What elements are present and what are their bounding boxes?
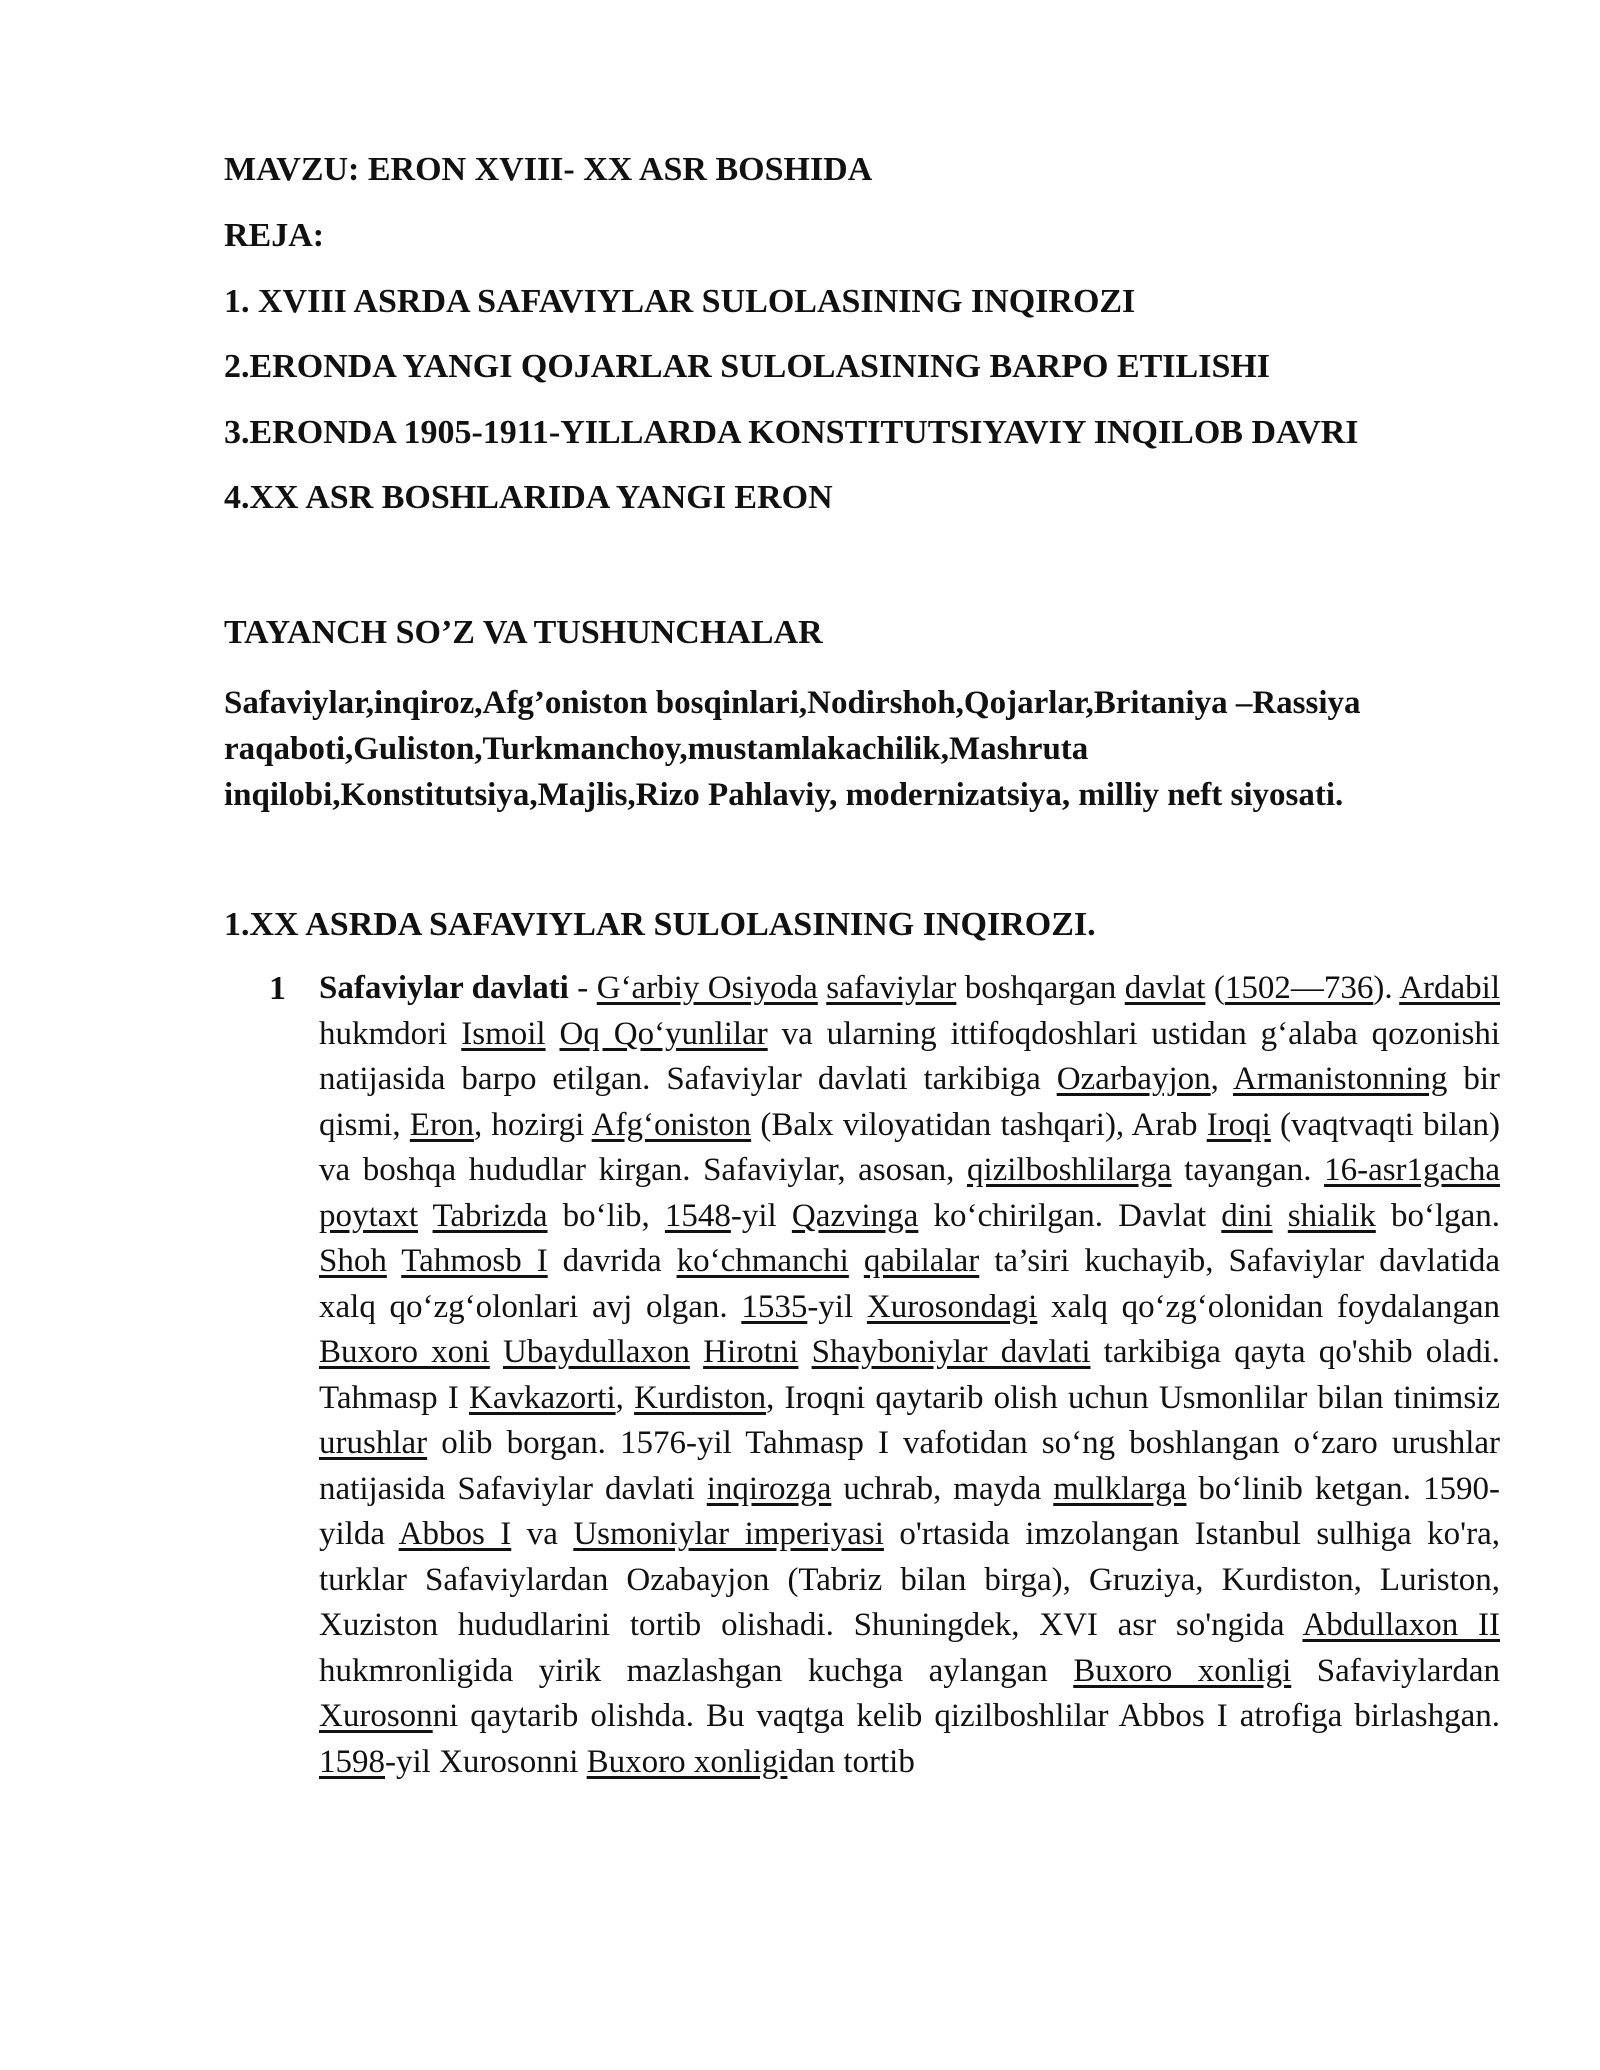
paragraph-text: ni qaytarib olishda. Bu vaqtga kelib qizilboshlilar Abbos I atrofiga birlashgan. <box>432 1698 1500 1734</box>
underlined-link[interactable]: G‘arbiy Osiyoda <box>596 970 818 1006</box>
underlined-link[interactable]: 1548 <box>664 1197 731 1234</box>
underlined-link[interactable]: Qazvinga <box>791 1197 919 1234</box>
paragraph-text: - <box>568 970 597 1006</box>
paragraph-text: -yil <box>807 1288 867 1325</box>
underlined-link[interactable]: 1535 <box>741 1288 808 1325</box>
underlined-link[interactable]: Ismoil <box>461 1015 546 1052</box>
underlined-link[interactable]: shialik <box>1287 1197 1376 1234</box>
paragraph-text: , <box>615 1379 635 1416</box>
underlined-link[interactable]: Abdullaxon II <box>1302 1607 1501 1643</box>
section-heading: 1.XX ASRDA SAFAVIYLAR SULOLASINING INQIROZI. <box>224 906 1096 943</box>
underlined-link[interactable]: ko‘chmanchi <box>676 1243 849 1279</box>
paragraph-text: hukmdori <box>319 1015 462 1052</box>
underlined-link[interactable]: Xuroson <box>319 1698 433 1734</box>
paragraph-text: , Iroqni qaytarib olish uchun Usmonlilar bilan tinimsiz <box>766 1379 1500 1416</box>
underlined-link[interactable]: qabilalar <box>863 1243 980 1279</box>
underlined-link[interactable]: Armanistonning <box>1232 1061 1448 1097</box>
list-item <box>224 966 1500 1785</box>
paragraph-text <box>546 1016 560 1052</box>
plan-item: 1. XVIII ASRDA SAFAVIYLAR SULOLASINING INQIROZI <box>224 283 1136 320</box>
underlined-link[interactable]: Eron <box>409 1106 474 1143</box>
paragraph-text <box>490 1334 503 1370</box>
underlined-link[interactable]: Afg‘oniston <box>591 1106 752 1143</box>
underlined-link[interactable]: Oq Qo‘yunlilar <box>559 1015 768 1052</box>
paragraph-text: davrida <box>547 1243 677 1279</box>
paragraph-text: va ularning ittifoqdoshlari ustidan g‘alaba qozonishi natijasida barpo etilgan. Safaviylar davlati tarkibiga <box>319 1015 1501 1097</box>
underlined-link[interactable]: 1502—736 <box>1224 970 1374 1006</box>
underlined-link[interactable]: davlat <box>1124 970 1206 1006</box>
paragraph-text <box>418 1198 433 1234</box>
underlined-link[interactable]: Tahmosb I <box>401 1243 548 1279</box>
paragraph-text: ko‘chirilgan. Davlat <box>918 1197 1222 1234</box>
paragraph-text: (vaqtvaqti bilan) va boshqa hududlar kirgan. Safaviylar, asosan, <box>319 1106 1500 1188</box>
underlined-link[interactable]: Kavkazorti <box>469 1379 616 1416</box>
plan-item: 3.ERONDA 1905-1911-YILLARDA KONSTITUTSIYAVIY INQILOB DAVRI <box>224 414 1359 451</box>
paragraph-text <box>1273 1198 1288 1234</box>
keywords-title: TAYANCH SO’Z VA TUSHUNCHALAR <box>224 614 823 651</box>
list-number: 1 <box>269 970 286 1007</box>
paragraph-text: tayangan. <box>1171 1152 1325 1188</box>
paragraph-text: ). <box>1373 970 1400 1006</box>
term-title: Safaviylar davlati <box>319 970 569 1006</box>
underlined-link[interactable]: Buxoro xonligi <box>1073 1652 1292 1689</box>
paragraph-text: dan tortib <box>787 1743 915 1780</box>
underlined-link[interactable]: Shoh <box>319 1243 387 1279</box>
underlined-link[interactable]: Ozarbayjon <box>1056 1061 1211 1097</box>
paragraph-text: ( <box>1205 970 1225 1006</box>
underlined-link[interactable]: 1598 <box>319 1743 385 1780</box>
paragraph-text: (Balx viloyatidan tashqari), Arab <box>751 1106 1207 1143</box>
paragraph-text <box>818 970 826 1006</box>
underlined-link[interactable]: 16-asr1gacha <box>1324 1152 1500 1188</box>
paragraph-text <box>798 1334 811 1370</box>
paragraph-text: o'rtasida imzolangan Istanbul sulhiga ko'ra, turklar Safaviylardan Ozabayjon (Tabriz bilan birga), Gruziya, Kurdiston, Luriston, Xuziston hududlarini tortib olishadi. Shuningdek, XVI asr so'ngida <box>319 1516 1500 1643</box>
plan-title: REJA: <box>224 217 325 254</box>
paragraph-text: xalq qo‘zg‘olonidan foydalangan <box>1037 1288 1500 1325</box>
paragraph-text: bo‘lgan. <box>1375 1197 1501 1234</box>
paragraph-text: bir qismi, <box>319 1061 1500 1143</box>
paragraph-text: olib borgan. 1576-yil Tahmasp I vafotidan so‘ng boshlangan o‘zaro urushlar natijasida Safaviylar davlati <box>319 1425 1500 1507</box>
underlined-link[interactable]: Hirotni <box>703 1334 799 1370</box>
underlined-link[interactable]: inqirozga <box>706 1470 832 1507</box>
underlined-link[interactable]: Buxoro xoni <box>319 1334 490 1370</box>
paragraph-text: uchrab, mayda <box>831 1470 1054 1507</box>
paragraph-text: boshqargan <box>956 970 1125 1006</box>
paragraph-text: bo‘lib, <box>547 1197 665 1234</box>
underlined-link[interactable]: Tabrizda <box>432 1197 548 1234</box>
paragraph-text <box>849 1243 864 1279</box>
underlined-link[interactable]: Usmoniylar imperiyasi <box>573 1516 884 1552</box>
paragraph-text: -yil <box>730 1197 792 1234</box>
underlined-link[interactable]: dini <box>1221 1197 1273 1234</box>
underlined-link[interactable]: Ardabil <box>1399 970 1500 1006</box>
underlined-link[interactable]: mulklarga <box>1053 1470 1187 1507</box>
underlined-link[interactable]: Ubaydullaxon <box>502 1334 690 1370</box>
paragraph-text: , hozirgi <box>473 1106 592 1143</box>
underlined-link[interactable]: qizilboshlilarga <box>966 1152 1172 1188</box>
underlined-link[interactable]: safaviylar <box>826 970 957 1006</box>
paragraph-text: Safaviylardan <box>1291 1652 1500 1689</box>
plan-item: 4.XX ASR BOSHLARIDA YANGI ERON <box>224 479 833 516</box>
underlined-link[interactable]: poytaxt <box>319 1197 418 1234</box>
underlined-link[interactable]: Xurosondagi <box>866 1288 1038 1325</box>
topic-heading: MAVZU: ERON XVIII- XX ASR BOSHIDA <box>224 151 873 188</box>
keywords-text: Safaviylar,inqiroz,Afg’oniston bosqinlari,Nodirshoh,Qojarlar,Britaniya –Rassiya raqaboti,Guliston,Turkmanchoy,mustamlakachilik,Mashruta inqilobi,Konstitutsiya,Majlis,Rizo Pahlaviy, modernizatsiya, milliy neft siyosati. <box>224 685 1361 813</box>
underlined-link[interactable]: Shayboniylar davlati <box>811 1334 1091 1370</box>
paragraph-text: ta’siri kuchayib, Safaviylar davlatida xalq qo‘zg‘olonlari avj olgan. <box>319 1243 1501 1325</box>
paragraph-text: -yil Xurosonni <box>385 1743 587 1780</box>
paragraph-text: va <box>511 1516 574 1552</box>
underlined-link[interactable]: urushlar <box>319 1425 428 1461</box>
plan-item: 2.ERONDA YANGI QOJARLAR SULOLASINING BARPO ETILISHI <box>224 348 1271 385</box>
underlined-link[interactable]: Kurdiston <box>634 1379 767 1416</box>
underlined-link[interactable]: Buxoro xonligi <box>586 1743 788 1780</box>
paragraph-text <box>387 1243 401 1279</box>
paragraph-text: bo‘linib ketgan. 1590-yilda <box>319 1470 1500 1552</box>
paragraph-text: hukmronligida yirik mazlashgan kuchga aylangan <box>319 1652 1074 1689</box>
underlined-link[interactable]: Iroqi <box>1206 1106 1271 1143</box>
paragraph-text: tarkibiga qayta qo'shib oladi. Tahmasp I <box>319 1334 1501 1416</box>
paragraph-text: , <box>1210 1061 1233 1097</box>
paragraph-body <box>319 966 1500 1785</box>
underlined-link[interactable]: Abbos I <box>398 1516 512 1552</box>
paragraph-text <box>690 1334 703 1370</box>
